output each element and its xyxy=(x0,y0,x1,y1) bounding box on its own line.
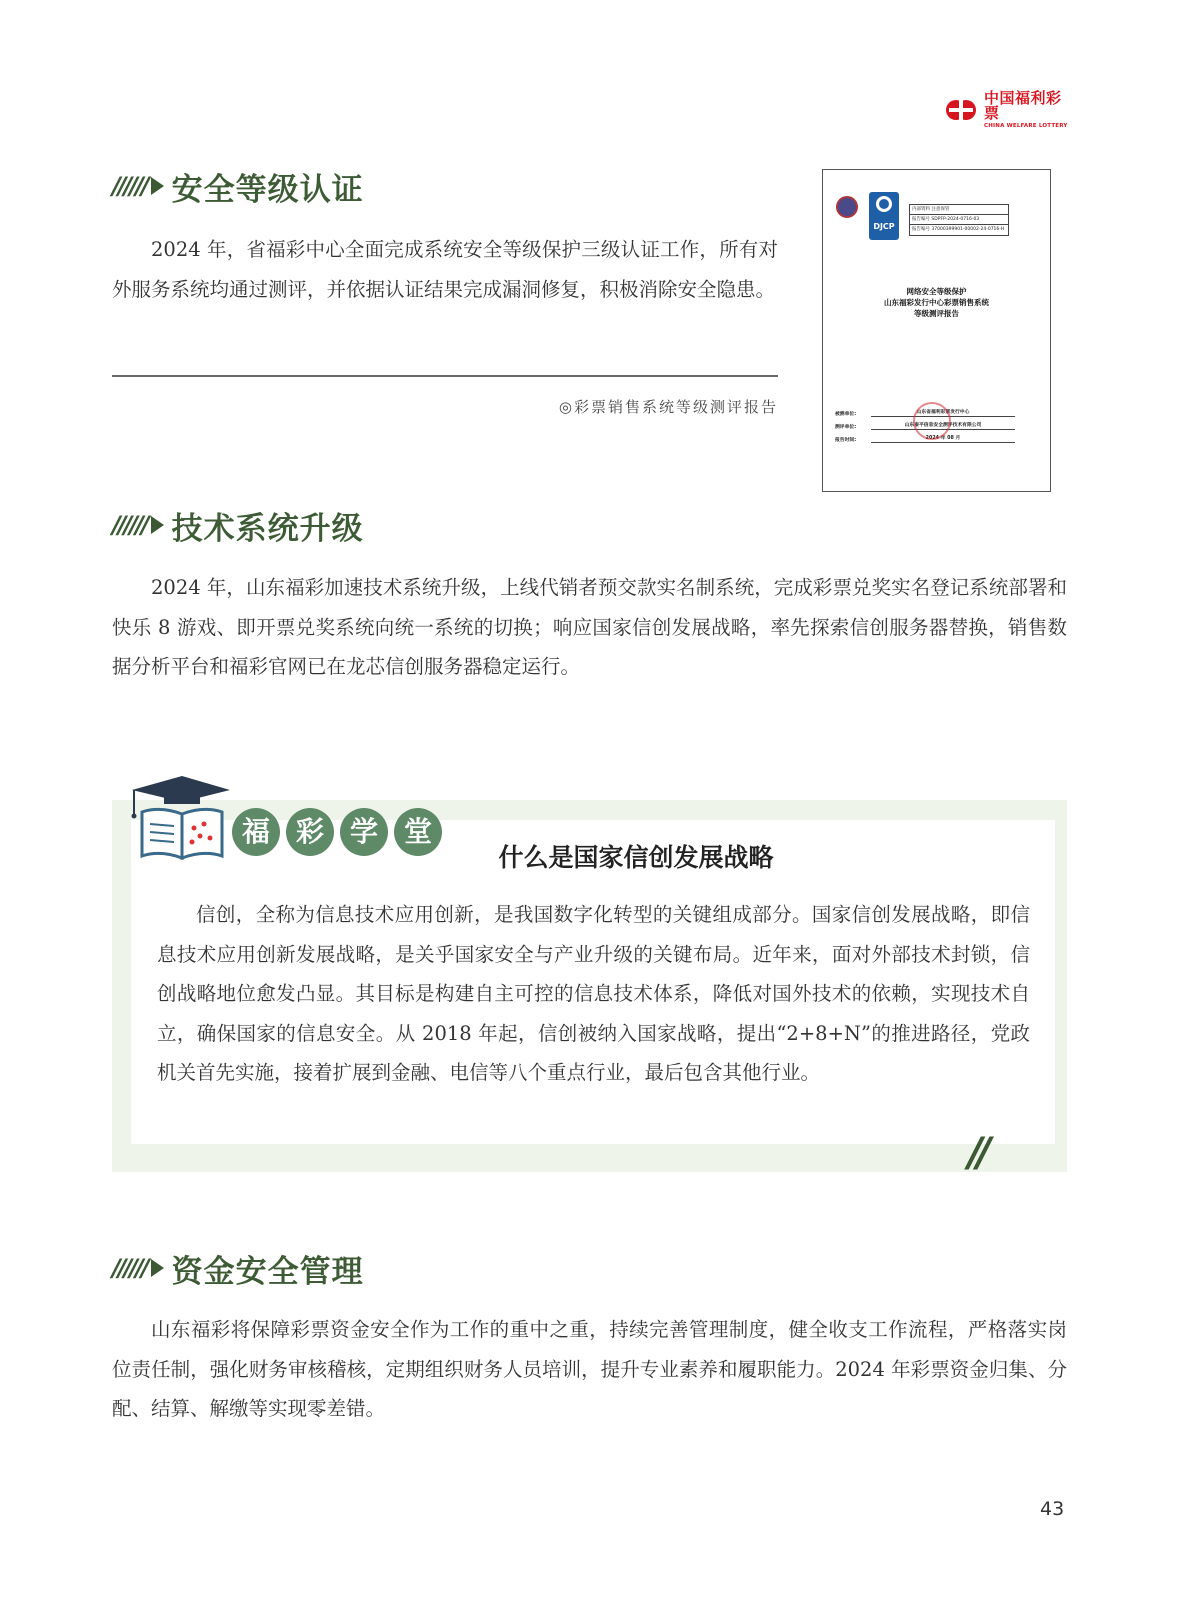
report-info-table xyxy=(909,204,1009,236)
report-meta-key: 被测单位: xyxy=(835,412,857,417)
section-title: 技术系统升级 xyxy=(171,510,364,547)
welfare-lottery-logo-icon xyxy=(944,95,978,125)
info-box-paragraph: 信创，全称为信息技术应用创新，是我国数字化转型的关键组成部分。国家信创发展战略，即信息技术应用创新发展战略，是关乎国家安全与产业升级的关键布局。近年来，面对外部技术封锁，信创战略地位愈发凸显。其目标是构建自主可控的信息技术体系，降低对国外技术的依赖，实现技术自立，确保国家的信息安全。从 2018 年起，信创被纳入国家战略，提出“2+8+N”的推进路径，党政机关首先实施，接着扩展到金融、电信等八个重点行业，最后包含其他行业。 xyxy=(157,903,1030,1084)
report-meta-value: 山东省福利彩票发行中心 xyxy=(871,408,1015,417)
heading-slashes-icon: ////// xyxy=(112,1254,147,1282)
djcp-badge-icon: DJCP xyxy=(869,192,899,240)
report-title-line: 山东福彩发行中心彩票销售系统 xyxy=(884,298,989,307)
end-quote-mark-icon: // xyxy=(968,1130,986,1176)
emblem-icon xyxy=(836,196,858,218)
badge-char: 堂 xyxy=(394,808,442,856)
report-meta-key: 测评单位: xyxy=(835,425,857,430)
badge-char: 学 xyxy=(340,808,388,856)
report-meta-value: 2024 年 08 月 xyxy=(871,434,1015,443)
logo-name-en: CHINA WELFARE LOTTERY xyxy=(984,122,1068,129)
image-caption: ◎彩票销售系统等级测评报告 xyxy=(558,398,778,416)
evaluation-report-cover-image xyxy=(822,169,1051,492)
report-meta-key: 报告时间: xyxy=(835,438,857,443)
report-table-row: 报告编号 SDPFP-2024-0716-03 xyxy=(910,215,1008,225)
logo-name-cn: 中国福利彩票 xyxy=(984,88,1062,122)
section-paragraph: 2024 年，山东福彩加速技术系统升级，上线代销者预交款实名制系统，完成彩票兑奖实名登记系统部署和快乐 8 游戏、即开票兑奖系统向统一系统的切换；响应国家信创发展战略，率先探索信创服务器替换，销售数据分析平台和福彩官网已在龙芯信创服务器稳定运行。 xyxy=(112,576,1067,678)
report-title-line: 等级测评报告 xyxy=(914,309,959,318)
badge-char: 福 xyxy=(232,808,280,856)
badge-char: 彩 xyxy=(286,808,334,856)
heading-triangle-icon xyxy=(151,516,164,534)
heading-slashes-icon: ////// xyxy=(112,172,147,200)
heading-slashes-icon: ////// xyxy=(112,511,147,539)
red-stamp-icon xyxy=(913,402,951,440)
page-number: 43 xyxy=(1040,1498,1065,1520)
report-title-line: 网络安全等级保护 xyxy=(906,287,967,296)
section-paragraph: 2024 年，省福彩中心全面完成系统安全等级保护三级认证工作，所有对外服务系统均通过测评，并依据认证结果完成漏洞修复，积极消除安全隐患。 xyxy=(112,238,778,301)
section-paragraph: 山东福彩将保障彩票资金安全作为工作的重中之重，持续完善管理制度，健全收支工作流程，严格落实岗位责任制，强化财务审核稽核，定期组织财务人员培训，提升专业素养和履职能力。2024 年彩票资金归集、分配、结算、解缴等实现零差错。 xyxy=(112,1318,1067,1420)
heading-triangle-icon xyxy=(151,1259,164,1277)
section-heading-fund-security xyxy=(112,1245,364,1291)
section-title: 资金安全管理 xyxy=(171,1253,364,1290)
report-table-row: 报告编号 37000399901-00002-24-0716-H xyxy=(912,227,1005,232)
info-box-title: 什么是国家信创发展战略 xyxy=(498,843,774,872)
section-heading-security-certification xyxy=(112,163,364,209)
divider-line xyxy=(112,375,778,377)
china-welfare-lottery-logo xyxy=(944,88,1074,129)
report-table-row: 内部资料 注意保管 xyxy=(910,205,1008,215)
report-title xyxy=(823,286,1050,319)
section-heading-tech-upgrade xyxy=(112,502,364,548)
heading-triangle-icon xyxy=(151,177,164,195)
report-meta-value: 山东泰平信息安全测评技术有限公司 xyxy=(871,421,1015,430)
section-title: 安全等级认证 xyxy=(171,171,364,208)
djcp-ring-icon xyxy=(876,196,892,212)
